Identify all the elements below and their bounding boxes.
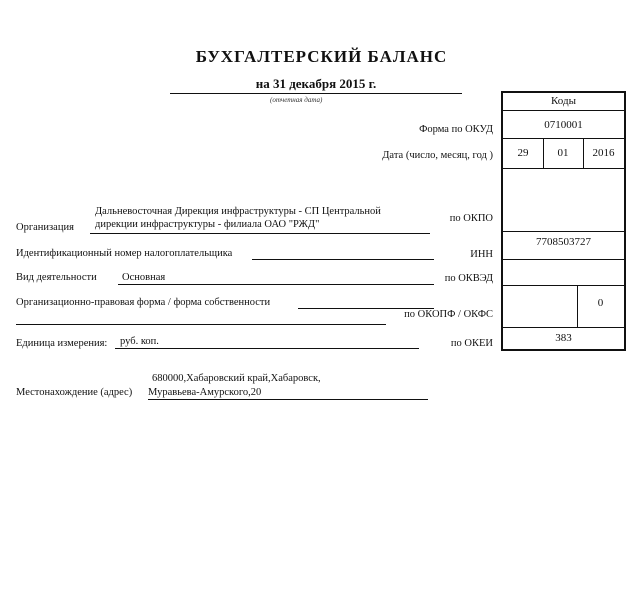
okved-label: по ОКВЭД: [444, 273, 493, 284]
date-day: 29: [517, 147, 529, 159]
address-line2: Муравьева-Амурского,20: [148, 387, 262, 398]
address-line1: 680000,Хабаровский край,Хабаровск,: [152, 373, 321, 384]
organization-name-line2: дирекции инфраструктуры - филиала ОАО "РЖД": [95, 219, 320, 230]
codes-header: Коды: [551, 95, 576, 107]
address-underline: [148, 399, 428, 400]
okei-code: 383: [555, 332, 572, 344]
inn-code-label: ИНН: [470, 249, 493, 260]
legal-form-underline-2: [16, 324, 386, 325]
okei-label: по ОКЕИ: [450, 338, 493, 349]
okud-label: Форма по ОКУД: [419, 124, 493, 135]
activity-value: Основная: [122, 272, 166, 283]
okopf-okfs-label: по ОКОПФ / ОКФС: [404, 309, 493, 320]
inn-underline: [252, 259, 434, 260]
organization-name-line1: Дальневосточная Дирекция инфраструктуры - СП Центральной: [95, 206, 381, 217]
report-date: на 31 декабря 2015 г.: [170, 76, 462, 94]
unit-value: руб. коп.: [120, 336, 159, 347]
activity-label: Вид деятельности: [16, 272, 97, 283]
organization-label: Организация: [16, 222, 74, 233]
date-label: Дата (число, месяц, год ): [382, 150, 493, 161]
activity-underline: [118, 284, 434, 285]
report-date-caption: (отчетная дата): [270, 96, 323, 104]
date-month: 01: [557, 147, 569, 159]
legal-form-label: Организационно-правовая форма / форма собственности: [16, 297, 271, 308]
unit-label: Единица измерения:: [16, 338, 108, 349]
okpo-label: по ОКПО: [449, 213, 493, 224]
okud-code: 0710001: [544, 119, 583, 131]
inn-label: Идентификационный номер налогоплательщика: [16, 248, 233, 259]
codes-box: [501, 91, 626, 351]
address-label: Местонахождение (адрес): [16, 387, 133, 398]
okfs-code: 0: [597, 297, 604, 309]
date-year: 2016: [592, 147, 615, 159]
inn-code: 7708503727: [536, 236, 591, 248]
page-title: БУХГАЛТЕРСКИЙ БАЛАНС: [195, 47, 448, 66]
unit-underline: [115, 348, 419, 349]
organization-underline: [90, 233, 430, 234]
